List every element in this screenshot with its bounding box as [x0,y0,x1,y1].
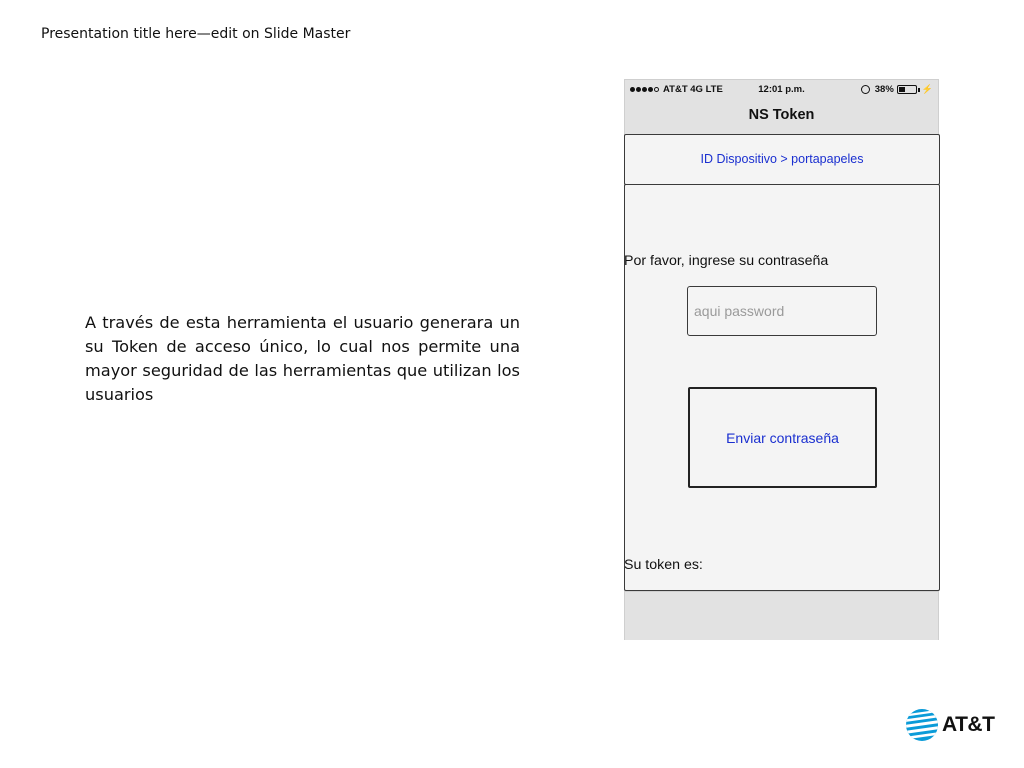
alarm-icon [861,85,870,94]
password-input[interactable] [687,286,877,336]
token-label: Su token es: [624,557,703,573]
status-left [630,84,723,95]
carrier-label: AT&T 4G LTE [663,84,723,95]
device-id-link[interactable]: ID Dispositivo > portapapeles [624,134,940,185]
status-time: 12:01 p.m. [758,84,805,95]
slide-body-text: A través de esta herramienta el usuario generara un su Token de acceso único, lo cual nos permite una mayor seguridad de las herramientas que utilizan los usuarios [85,313,520,404]
submit-password-button[interactable]: Enviar contraseña [688,387,877,488]
att-logo [905,704,994,746]
nav-title: NS Token [625,100,938,134]
battery-tip-icon [918,88,920,92]
password-prompt: Por favor, ingrese su contraseña [624,253,829,269]
charging-bolt-icon: ⚡ [921,84,933,94]
att-globe-icon [905,704,939,746]
slide-title: Presentation title here—edit on Slide Master [41,26,351,42]
att-logo-text: AT&T [942,713,995,736]
signal-strength-icon [630,87,660,92]
battery-icon [897,85,917,94]
phone-mockup [624,79,939,640]
bottom-bar [625,591,938,640]
status-bar [625,80,938,100]
status-right [861,84,933,95]
battery-percent: 38% [874,84,894,95]
